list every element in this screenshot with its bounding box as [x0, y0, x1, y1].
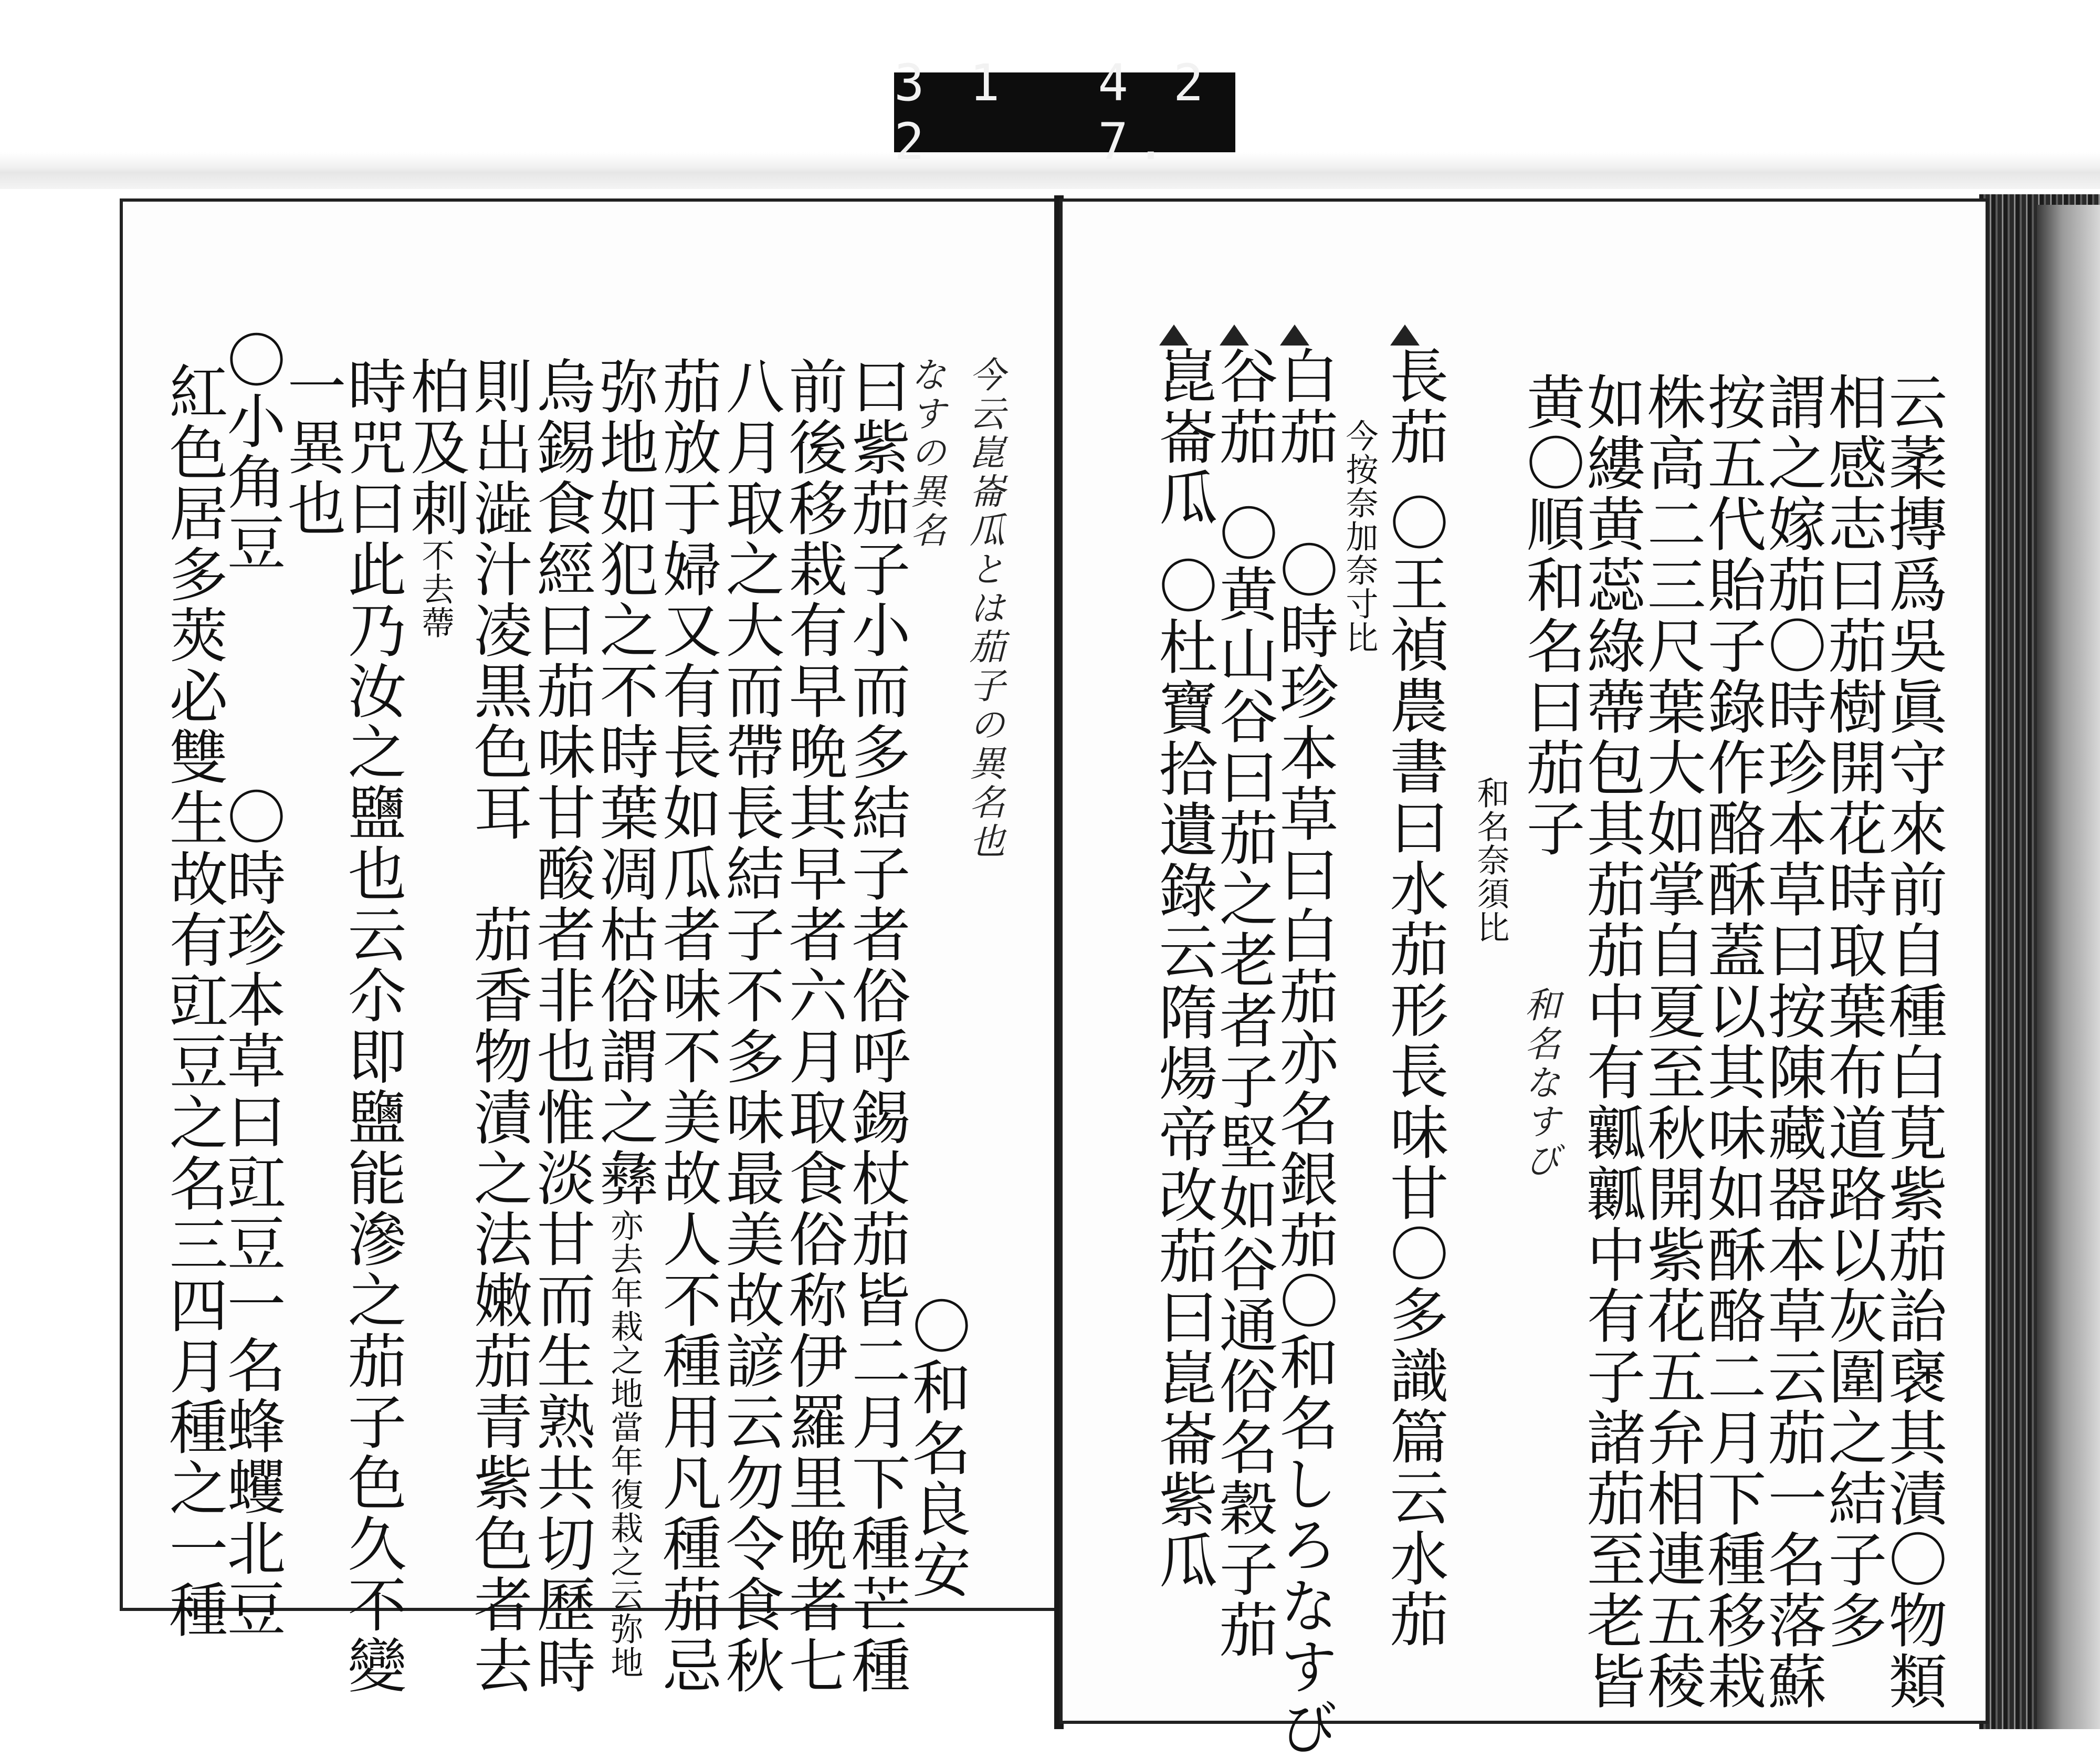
left-col-13: 〇小角豆 — [217, 330, 286, 573]
right-col-8: 和名なすび — [1519, 986, 1560, 1180]
right-col-15: 崑崙瓜 — [1149, 346, 1217, 528]
right-col-11: 白茄 — [1270, 346, 1338, 467]
left-col-8: 烏錫食經曰茄味甘酸者非也惟淡甘而生熟共切歷時 — [527, 356, 595, 1696]
left-col-11: 時咒曰此乃汝之鹽也云尒即鹽能滲之茄子色久不變 — [338, 356, 406, 1696]
heading-marker-icon — [1280, 325, 1309, 346]
left-col-15: 〇時珍本草曰豇豆一名蜂蠼北豆 — [217, 787, 286, 1639]
scan-background-strip — [0, 152, 2100, 189]
heading-marker-icon — [1390, 325, 1420, 346]
left-col-5: 八月取之大而帶長結子不多味最美故諺云勿令食秋 — [716, 356, 784, 1696]
left-col-3: 曰紫茄子小而多結子者俗呼錫杖茄皆二月下種芒種 — [842, 356, 910, 1696]
left-col-16: 〇和名良安 — [902, 1296, 971, 1600]
right-col-14: 〇黄山谷曰茄之老者子堅如谷通俗名穀子茄 — [1210, 503, 1278, 1660]
book-page-edges-shadow — [2037, 205, 2100, 1729]
left-col-10: 柏及刺不去蔕 — [401, 356, 469, 640]
left-col-7-note: 亦去年栽之地當年復栽之云弥地 — [605, 1209, 644, 1679]
left-col-6: 茄放于婦又有長如瓜者味不美故人不種用凡種茄忌 — [653, 356, 721, 1696]
right-col-3: 謂之嫁茄〇時珍本草曰按陳藏器本草云茄一名落蘇 — [1758, 372, 1826, 1712]
right-col-10: 〇王禎農書曰水茄形長味甘〇多識篇云水茄 — [1380, 493, 1448, 1650]
heading-marker-icon — [1159, 325, 1189, 346]
right-col-13: 谷茄 — [1210, 346, 1278, 467]
left-col-2: なすの異名 — [905, 356, 946, 550]
left-col-7: 弥地如犯之不時葉凋枯俗謂之彝亦去年栽之地當年復栽之云弥地 — [590, 356, 658, 1679]
left-col-4: 前後移栽有早晩其早者六月取食俗称伊羅里晩者七 — [779, 356, 847, 1696]
left-col-1: 今云崑崙瓜とは茄子の異名也 — [963, 356, 1005, 861]
right-col-9-note: 今按奈加奈寸比 — [1340, 419, 1379, 654]
right-col-4: 按五代貽子錄作酪酥蓋以其味如酥酪二月下種移栽 — [1698, 372, 1766, 1712]
left-col-14: 紅色居多莢必雙生故有豇豆之名三四月種之一種 — [160, 361, 228, 1640]
frame-number-label — [894, 54, 1235, 171]
heading-marker-icon — [1220, 325, 1249, 346]
right-col-16: 〇杜寶拾遺錄云隋煬帝改茄曰崑崙紫瓜 — [1149, 556, 1217, 1591]
frame-number-right: 4 2 7. — [1098, 54, 1211, 171]
frame-number-left: 3 1 2 — [894, 54, 1007, 171]
right-col-12: 〇時珍本草曰白茄亦名銀茄〇和名しろなすび — [1270, 540, 1338, 1758]
right-col-6: 如縷黄蕊綠蔕包其茄茄中有瓤瓤中有子諸茄至老皆 — [1577, 372, 1645, 1712]
right-page — [1059, 198, 1989, 1758]
right-col-7: 黄〇順和名曰茄子 — [1517, 372, 1585, 859]
left-col-10-note: 不去蔕 — [416, 539, 455, 640]
left-col-12: 一異也 — [278, 356, 346, 539]
right-col-7-note: 和名奈須比 — [1472, 776, 1510, 944]
right-col-2: 相感志曰茄樹開花時取葉布道路以灰圍之結子多 — [1819, 372, 1887, 1651]
right-col-1: 云葇摶爲吳眞守來前自種白莧紫茄詒襃其漬〇物類 — [1879, 372, 1947, 1712]
left-col-9: 則出澁汁凌黒色耳 茄香物漬之法嫩茄青紫色者去 — [464, 356, 532, 1696]
right-col-5: 株高二三尺葉大如掌自夏至秋開紫花五弁相連五稜 — [1637, 372, 1706, 1712]
left-page — [120, 198, 1059, 1696]
right-col-9: 長茄 — [1380, 346, 1448, 467]
